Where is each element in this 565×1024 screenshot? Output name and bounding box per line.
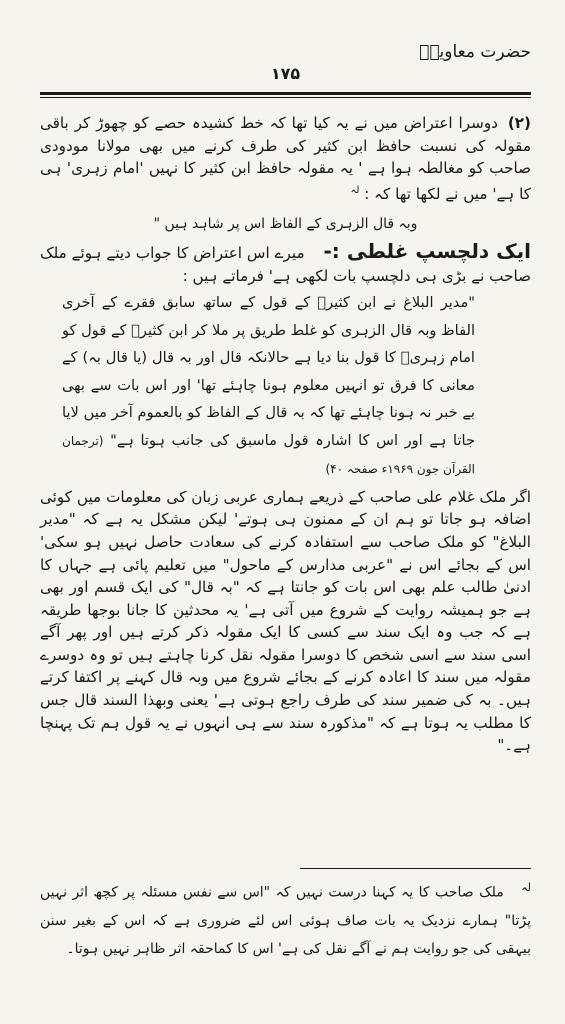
citation: (ترجمان القرآن جون ۱۹۶۹ء صفحہ ۴۰): [62, 433, 475, 477]
page-header: [40, 38, 531, 98]
page-body: [40, 112, 531, 757]
paragraph-1-text: دوسرا اعتراض میں نے یہ کیا تھا کہ خط کشیدہ حصے کو چھوڑ کر باقی مقولہ کی نسبت حافظ ابن کثیر کی طرف کرنے میں بھی مولانا مودودی صاحب کو مغالطہ ہوا ہے ' یہ مقولہ حافظ ابن کثیر کا نہیں 'امام زہری' ہی کا ہے' میں نے لکھا تھا کہ :: [40, 114, 531, 203]
section-heading: ایک دلچسپ غلطی :-: [323, 239, 531, 264]
paragraph-number: (۲): [507, 114, 531, 132]
footnote-text: ملک صاحب کا یہ کہنا درست نہیں کہ "اس سے نفس مسئلہ پر کچھ اثر نہیں پڑتا" ہمارے نزدیک یہ بات صاف ہوئی اس لئے ضروری ہے کہ اس کے بغیر سنن بیہقی کی جو روایت ہم نے آگے نقل کی ہے' اس کا کماحقہ اثر ظاہر نہیں ہوتا۔: [40, 884, 531, 957]
footnote-mark: لہ: [521, 881, 532, 894]
block-quote: [62, 289, 475, 484]
paragraph-3: اگر ملک غلام علی صاحب کے ذریعے ہماری عربی زبان کی معلومات میں کوئی اضافہ ہو جاتا تو ہم ان کے ممنون ہی ہوتے' لیکن مشکل یہ ہے کہ "مدیر البلاغ" کو ملک صاحب سے استفادہ کرنے کی سعادت حاصل نہیں ہو سکی' اس کے بجائے اس نے "عربی مدارس کے ماحول" میں تعلیم پائی ہے جہاں کا ادنیٰ طالب علم بھی اس بات کو جانتا ہے کہ "بہ قال" کی ایک قسم اور بھی ہے جو ہمیشہ روایت کے شروع میں آتی ہے' یہ محدثین کا جانا بوجھا طریقہ ہے کہ جب وہ ایک سند سے کسی کا ایک مقولہ ذکر کرتے ہیں اور پھر آگے اسی سند سے اسی شخص کا دوسرا مقولہ نقل کرنا چاہتے ہیں تو وہ دوسرے مقولہ میں سند کا اعادہ کرنے کے بجائے شروع میں وبہ قال کہنے پر اکتفا کرتے ہیں۔ بہ کی ضمیر سند کی طرف راجع ہوتی ہے' یعنی وبھذا السند قال جس کا مطلب یہ ہوتا ہے کہ "مذکورہ سند سے ہی انہوں نے یہ قول ہم تک پہنچا ہے۔": [40, 487, 531, 755]
paragraph-2-text: میرے اس اعتراض کا جواب دیتے ہوئے ملک صاحب نے بڑی ہی دلچسپ بات لکھی ہے' فرماتے ہیں :: [40, 244, 531, 285]
block-quote-text: "مدیر البلاغ نے ابن کثیرؒ کے قول کے ساتھ سابق فقرے کے آخری الفاظ وبہ قال الزہری کو غلط طریق پر ملا کر ابن کثیرؒ کے قول کو امام زہریؒ کا قول بنا دیا ہے حالانکہ قال اور بہ قال (یا قال بہ) کے معانی کا فرق تو انہیں معلوم ہونا چاہئے تھا' اور اس بات سے بھی بے خبر نہ ہونا چاہئے تھا کہ بہ قال کے الفاظ کو بالعموم آخر میں لایا جاتا ہے اور اس کا اشارہ قول ماسبق کی جانب ہوتا ہے": [62, 294, 476, 449]
footnote: [40, 874, 531, 963]
footnote-separator: [300, 868, 531, 869]
paragraph-1: [40, 112, 531, 205]
paragraph-2: [40, 240, 531, 287]
footnote-reference: لہ: [350, 184, 360, 196]
running-title: حضرت معاویہؓ: [419, 42, 531, 62]
quoted-line: وبہ قال الزہری کے الفاظ اس پر شاہد ہیں ": [153, 216, 418, 233]
header-rule-thin: [40, 97, 531, 98]
header-rule-thick: [40, 92, 531, 95]
page-number: ۱۷۵: [270, 64, 301, 83]
